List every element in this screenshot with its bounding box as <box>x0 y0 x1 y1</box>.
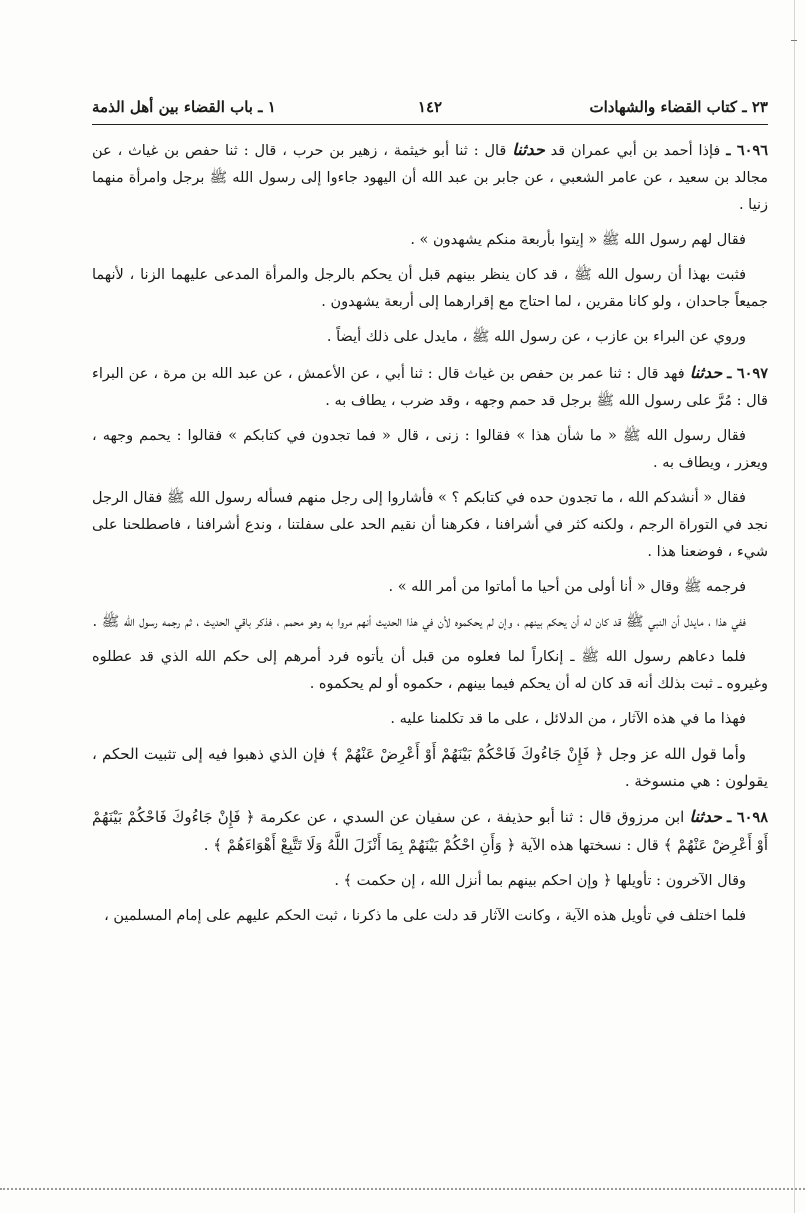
hadith-number: ٦٠٩٦ ـ <box>726 142 768 159</box>
section-title: ١ ـ باب القضاء بين أهل الذمة <box>92 98 276 116</box>
page-body <box>92 136 768 938</box>
hadith-text: ابن مرزوق قال : ثنا أبو حذيفة ، عن سفيان عن السدي ، عن عكرمة ﴿ فَإِنْ جَاءُوكَ فَاحْكُمْ بَيْنَهُمْ أَوْ أَعْرِضْ عَنْهُمْ ﴾ قال : نسختها هذه الآية ﴿ وَأَنِ احْكُمْ بَيْنَهُمْ بِمَا أَنْزَلَ اللَّهُ وَلَا تَتَّبِعْ أَهْوَاءَهُمْ ﴾ . <box>92 808 768 854</box>
haddathana-mark: حدثنا <box>689 807 722 826</box>
chapter-title: ٢٣ ـ كتاب القضاء والشهادات <box>589 98 768 116</box>
page-edge-line <box>794 0 795 1213</box>
hadith-text: قال : ثنا أبو خيثمة ، زهير بن حرب ، قال : ثنا حفص بن غياث ، عن مجالد بن سعيد ، عن عامر الشعبي ، عن جابر بن عبد الله أن اليهود جاءوا إلى رسول الله ﷺ برجل وامرأة منهما زنيا . <box>92 143 768 213</box>
hadith-6096 <box>92 136 768 219</box>
hadith-lead: فإذا أحمد بن أبي عمران قد <box>550 143 721 159</box>
margin-tick <box>791 40 797 41</box>
hadith-number: ٦٠٩٨ ـ <box>727 809 769 826</box>
haddathana-mark: حدثنا <box>689 363 723 382</box>
paragraph: وروي عن البراء بن عازب ، عن رسول الله ﷺ ، مايدل على ذلك أيضاً . <box>326 329 746 345</box>
page-number: ١٤٢ <box>417 98 443 116</box>
paragraph: فقال لهم رسول الله ﷺ « إيتوا بأربعة منكم يشهدون » . <box>410 232 746 248</box>
header-rule <box>92 124 768 125</box>
hadith-number: ٦٠٩٧ ـ <box>727 365 769 382</box>
paragraph: فرجمه ﷺ وقال « أنا أولى من أحيا ما أماتوا من أمر الله » . <box>388 579 746 595</box>
paragraph: فلما دعاهم رسول الله ﷺ ـ إنكاراً لما فعلوه من قبل أن يأتوه فرد أمرهم إلى حكم الله الذي قد عطلوه وغيروه ـ ثبت بذلك أنه قد كان له أن يحكم فيما بينهم ، حكموه أو لم يحكموه . <box>92 649 768 692</box>
scan-edge-dots <box>0 1188 805 1192</box>
paragraph: فثبت بهذا أن رسول الله ﷺ ، قد كان ينظر بينهم قبل أن يحكم بالرجل والمرأة المدعى عليهما الزنا ، لأنهما جميعاً جاحدان ، ولو كانا مقرين ، لما احتاج مع إقرارهما إلى أربعة يشهدون . <box>92 267 768 310</box>
hadith-text: فهد قال : ثنا عمر بن حفص بن غياث قال : ثنا أبي ، عن الأعمش ، عن عبد الله بن مرة ، عن البراء قال : مُرَّ على رسول الله ﷺ برجل قد حمم وجهه ، وقد ضرب ، يطاف به . <box>92 366 768 409</box>
paragraph: ففي هذا ، مايدل أن النبي ﷺ قد كان له أن يحكم بينهم ، وإن لم يحكموه لأن في هذا الحديث أنهم مروا به وهو محمم ، فذكر باقي الحديث ، ثم رجمه رسول الله ﷺ . <box>92 614 746 630</box>
paragraph: وأما قول الله عز وجل ﴿ فَإِنْ جَاءُوكَ فَاحْكُمْ بَيْنَهُمْ أَوْ أَعْرِضْ عَنْهُمْ ﴾ فإن الذي ذهبوا فيه إلى تثبيت الحكم ، يقولون : هي منسوخة . <box>92 745 768 790</box>
paragraph: وقال الآخرون : تأويلها ﴿ وإن احكم بينهم بما أنزل الله ، إن حكمت ﴾ . <box>334 873 746 889</box>
paragraph: فقال رسول الله ﷺ « ما شأن هذا » فقالوا : زنى ، قال « فما تجدون في كتابكم » فقالوا : يحمم وجهه ، ويعزر ، ويطاف به . <box>92 428 768 471</box>
paragraph: فهذا ما في هذه الآثار ، من الدلائل ، على ما قد تكلمنا عليه . <box>390 711 746 727</box>
paragraph: فقال « أنشدكم الله ، ما تجدون حده في كتابكم ؟ » فأشاروا إلى رجل منهم فسأله رسول الله ﷺ فقال الرجل نجد في التوراة الرجم ، ولكنه كثر في أشرافنا ، فكرهنا أن نقيم الحد على سفلتنا ، وندع أشرافنا ، فاصطلحنا على شيء ، فوضعنا هذا . <box>92 490 768 560</box>
hadith-6098 <box>92 803 768 860</box>
haddathana-mark: حدثنا <box>512 140 545 159</box>
paragraph: فلما اختلف في تأويل هذه الآية ، وكانت الآثار قد دلت على ما ذكرنا ، ثبت الحكم عليهم على إمام المسلمين ، <box>104 908 746 924</box>
running-header <box>92 98 768 124</box>
hadith-6097 <box>92 359 768 415</box>
